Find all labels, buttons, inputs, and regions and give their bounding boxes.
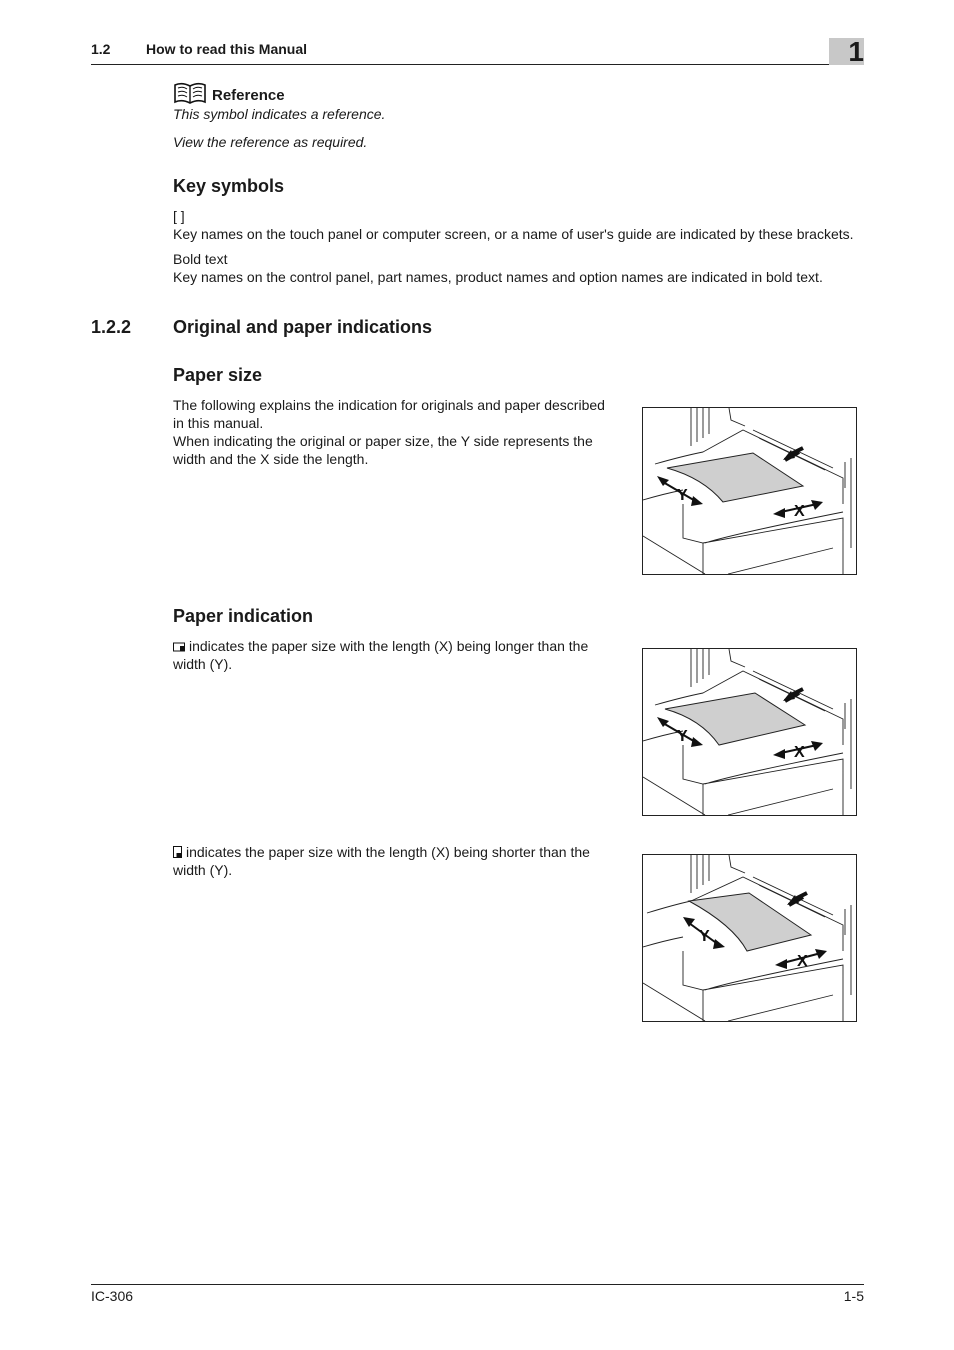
footer-page-number: 1-5	[843, 1288, 864, 1304]
landscape-text-line: indicates the paper size with the length (X) being longer than the	[189, 638, 589, 654]
portrait-indication-text	[173, 843, 625, 879]
header-section-title: How to read this Manual	[146, 41, 308, 57]
landscape-indication-text	[173, 637, 625, 673]
landscape-paper-icon	[173, 642, 185, 652]
bold-text-description: Key names on the control panel, part names, product names and option names are indicated in bold text.	[173, 269, 823, 285]
section-title: Original and paper indications	[173, 317, 433, 337]
chapter-number: 1	[848, 36, 864, 67]
figure-x-label: X	[794, 503, 805, 520]
key-symbols-heading: Key symbols	[173, 176, 285, 196]
portrait-paper-figure	[642, 854, 857, 1022]
paper-size-text-line: When indicating the original or paper size, the Y side represents the	[173, 433, 593, 449]
reference-line-2: View the reference as required.	[173, 134, 368, 150]
section-number: 1.2.2	[91, 317, 132, 337]
footer-model: IC-306	[91, 1288, 134, 1304]
paper-size-text	[173, 396, 625, 468]
portrait-text-line: width (Y).	[173, 862, 233, 878]
figure-y-label: Y	[677, 728, 688, 745]
figure-x-label: X	[797, 953, 808, 970]
reference-title: Reference	[212, 87, 285, 104]
figure-y-label: Y	[699, 928, 710, 945]
portrait-paper-icon	[173, 846, 182, 858]
landscape-text-line: width (Y).	[173, 656, 233, 672]
paper-size-heading: Paper size	[173, 365, 263, 385]
reference-line-1: This symbol indicates a reference.	[173, 106, 386, 122]
portrait-text-line: indicates the paper size with the length (X) being shorter than the	[186, 844, 590, 860]
book-icon	[173, 81, 207, 105]
figure-x-label: X	[794, 744, 805, 761]
paper-size-text-line: width and the X side the length.	[173, 451, 369, 467]
landscape-paper-figure	[642, 648, 857, 816]
bold-text-label: Bold text	[173, 251, 228, 267]
paper-size-figure	[642, 407, 857, 575]
brackets-label: [ ]	[173, 208, 185, 224]
brackets-description: Key names on the touch panel or computer screen, or a name of user's guide are indicated by these brackets.	[173, 226, 854, 242]
header-section-number: 1.2	[91, 41, 111, 57]
paper-size-text-line: in this manual.	[173, 415, 264, 431]
header-rule	[91, 64, 864, 65]
paper-size-text-line: The following explains the indication for originals and paper described	[173, 397, 605, 413]
paper-indication-heading: Paper indication	[173, 606, 314, 626]
figure-y-label: Y	[677, 487, 688, 504]
footer-rule	[91, 1284, 864, 1285]
